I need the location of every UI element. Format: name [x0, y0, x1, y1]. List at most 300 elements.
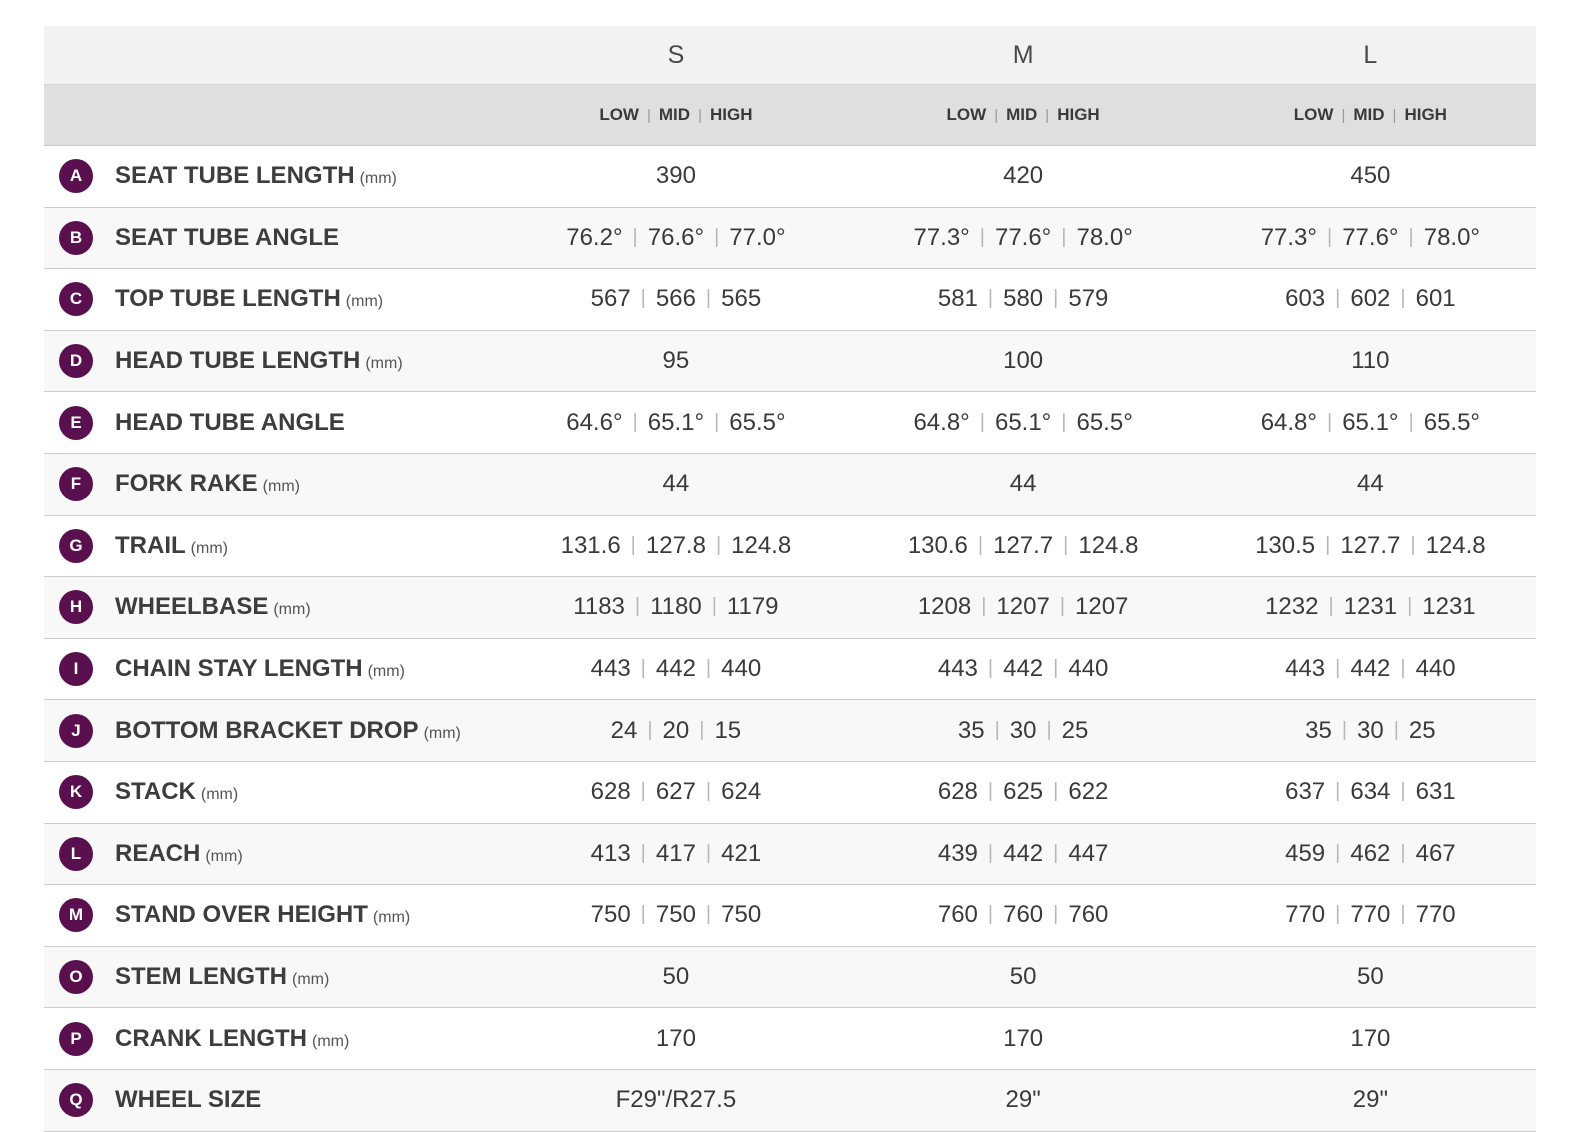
measurement-value: F29"/R27.5	[615, 1086, 737, 1114]
separator: |	[1335, 903, 1341, 926]
separator: |	[987, 903, 994, 926]
measurement-unit: (mm)	[262, 478, 300, 496]
separator: |	[1061, 225, 1067, 248]
size-value-cell	[842, 577, 1189, 639]
size-value-cell	[494, 330, 841, 392]
size-value-cell	[494, 1069, 841, 1131]
measurement-value: 100	[1003, 347, 1044, 375]
row-letter-badge: G	[59, 529, 93, 563]
measurement-value: 64.8°	[1260, 408, 1317, 436]
table-row	[44, 946, 1536, 1008]
value-group	[591, 655, 762, 682]
separator: |	[640, 780, 646, 803]
separator: |	[1046, 718, 1052, 741]
size-label: M	[1012, 40, 1034, 69]
measurement-value: 65.1°	[1342, 408, 1399, 436]
size-value-cell	[1189, 638, 1536, 700]
value-group	[1285, 285, 1456, 312]
measurement-name: STACK	[115, 778, 196, 806]
measurement-unit: (mm)	[312, 1032, 350, 1050]
measurement-name: REACH	[115, 839, 201, 867]
measurement-unit: (mm)	[423, 724, 461, 742]
separator: |	[1327, 410, 1333, 433]
measurement-value: 770	[1415, 901, 1456, 929]
value-group	[656, 1025, 696, 1052]
value-group	[1357, 470, 1384, 497]
size-value-cell	[842, 700, 1189, 762]
row-label	[44, 885, 494, 947]
measurement-value: 565	[721, 285, 762, 313]
size-value-cell	[494, 269, 841, 331]
value-group	[938, 285, 1109, 312]
value-group	[938, 778, 1109, 805]
measurement-value: 50	[1009, 963, 1037, 991]
row-letter-badge: J	[59, 714, 93, 748]
separator: |	[987, 287, 994, 310]
size-value-cell	[494, 638, 841, 700]
measurement-value: 750	[655, 901, 696, 929]
measurement-value: 413	[590, 839, 631, 867]
size-value-cell	[842, 946, 1189, 1008]
measurement-value: 750	[590, 901, 631, 929]
row-letter-badge: K	[59, 775, 93, 809]
separator: |	[1335, 780, 1341, 803]
measurement-value: 65.1°	[647, 408, 705, 436]
measurement-value: 417	[655, 839, 696, 867]
size-label: L	[1363, 40, 1378, 69]
measurement-name: HEAD TUBE LENGTH	[115, 347, 361, 375]
row-label	[44, 946, 494, 1008]
row-label	[44, 700, 494, 762]
separator: |	[979, 410, 985, 433]
separator: |	[714, 225, 720, 248]
measurement-value: 459	[1285, 839, 1326, 867]
size-value-cell	[494, 761, 841, 823]
separator: |	[1400, 657, 1406, 680]
row-letter-badge: O	[59, 960, 93, 994]
separator: |	[1335, 287, 1341, 310]
measurement-value: 110	[1351, 347, 1390, 375]
size-value-cell	[1189, 146, 1536, 208]
separator: |	[1400, 287, 1406, 310]
header-spacer	[44, 26, 494, 85]
measurement-name: TOP TUBE LENGTH	[115, 285, 341, 313]
measurement-value: 170	[1003, 1024, 1044, 1052]
measurement-value: 25	[1408, 716, 1436, 744]
size-header-row	[44, 26, 1536, 85]
separator: |	[987, 657, 994, 680]
size-value-cell	[842, 207, 1189, 269]
separator: |	[981, 595, 987, 618]
measurement-value: 64.6°	[566, 408, 623, 436]
measurement-name: SEAT TUBE LENGTH	[115, 162, 355, 190]
measurement-value: 439	[937, 839, 978, 867]
mode-mid-label: MID	[658, 105, 691, 124]
measurement-unit: (mm)	[372, 909, 411, 927]
measurement-value: 124.8	[731, 531, 792, 559]
separator: |	[715, 533, 722, 556]
measurement-value: 50	[662, 963, 690, 991]
size-value-cell	[494, 392, 841, 454]
separator: |	[1053, 841, 1059, 864]
measurement-unit: (mm)	[273, 601, 311, 619]
size-value-cell	[842, 823, 1189, 885]
table-row	[44, 515, 1536, 577]
row-label	[44, 453, 494, 515]
measurement-name: FORK RAKE	[115, 470, 258, 498]
measurement-value: 420	[1003, 162, 1044, 190]
measurement-value: 760	[1068, 901, 1109, 929]
value-group	[591, 840, 762, 867]
row-label	[44, 392, 494, 454]
measurement-value: 124.8	[1078, 531, 1139, 559]
size-value-cell	[1189, 577, 1536, 639]
mode-header-row	[44, 85, 1536, 146]
row-label	[44, 1008, 494, 1070]
separator: |	[987, 780, 994, 803]
value-group	[1010, 963, 1037, 990]
value-group	[1265, 593, 1476, 620]
mode-high-label: HIGH	[709, 105, 753, 124]
measurement-value: 95	[662, 347, 690, 375]
measurement-value: 1231	[1343, 593, 1398, 621]
measurement-value: 77.3°	[913, 223, 970, 251]
measurement-value: 24	[610, 716, 638, 744]
measurement-unit: (mm)	[205, 847, 243, 865]
size-value-cell	[842, 515, 1189, 577]
row-label	[44, 761, 494, 823]
mode-low-label: LOW	[946, 105, 987, 124]
separator: |	[977, 533, 984, 556]
mode-group	[947, 105, 1100, 124]
measurement-value: 44	[662, 470, 690, 498]
measurement-value: 30	[1009, 716, 1037, 744]
measurement-name: CHAIN STAY LENGTH	[115, 655, 363, 683]
value-group	[1255, 532, 1486, 559]
value-group	[561, 532, 792, 559]
value-group	[1351, 347, 1389, 374]
mode-labels-l	[1189, 85, 1536, 146]
separator: |	[1335, 657, 1341, 680]
value-group	[1006, 1086, 1041, 1113]
measurement-value: 76.2°	[566, 223, 623, 251]
size-value-cell	[842, 330, 1189, 392]
separator: |	[646, 107, 651, 124]
separator: |	[1341, 718, 1348, 741]
row-label	[44, 515, 494, 577]
size-value-cell	[1189, 885, 1536, 947]
row-letter-badge: E	[59, 406, 93, 440]
measurement-value: 130.6	[907, 531, 968, 559]
measurement-value: 30	[1357, 716, 1384, 744]
measurement-value: 602	[1350, 285, 1391, 313]
measurement-value: 124.8	[1425, 531, 1486, 559]
size-value-cell	[842, 146, 1189, 208]
measurement-value: 15	[714, 716, 742, 744]
separator: |	[705, 657, 712, 680]
size-value-cell	[1189, 700, 1536, 762]
size-value-cell	[1189, 207, 1536, 269]
measurement-value: 622	[1068, 778, 1109, 806]
measurement-name: TRAIL	[115, 531, 186, 559]
size-value-cell	[494, 515, 841, 577]
size-value-cell	[494, 885, 841, 947]
separator: |	[1335, 841, 1341, 864]
measurement-value: 447	[1068, 839, 1109, 867]
measurement-unit: (mm)	[365, 355, 403, 373]
size-value-cell	[494, 577, 841, 639]
separator: |	[699, 718, 705, 741]
measurement-unit: (mm)	[345, 293, 384, 311]
measurement-value: 1208	[917, 593, 972, 621]
measurement-value: 65.5°	[729, 408, 786, 436]
measurement-value: 29"	[1352, 1086, 1388, 1114]
measurement-value: 1207	[1075, 593, 1129, 621]
table-row	[44, 146, 1536, 208]
measurement-value: 77.3°	[1260, 223, 1317, 251]
separator: |	[1341, 107, 1346, 124]
size-value-cell	[1189, 269, 1536, 331]
value-group	[938, 901, 1109, 928]
measurement-value: 29"	[1005, 1086, 1041, 1114]
row-label	[44, 330, 494, 392]
table-row	[44, 1069, 1536, 1131]
separator: |	[1045, 107, 1050, 124]
table-row	[44, 700, 1536, 762]
row-label	[44, 1069, 494, 1131]
measurement-value: 760	[1003, 901, 1044, 929]
value-group	[1261, 409, 1480, 436]
measurement-value: 1183	[573, 593, 625, 621]
measurement-value: 127.7	[1340, 531, 1401, 559]
size-value-cell	[842, 761, 1189, 823]
measurement-value: 637	[1285, 778, 1326, 806]
value-group	[611, 717, 742, 744]
measurement-value: 64.8°	[913, 408, 970, 436]
separator: |	[1393, 718, 1399, 741]
value-group	[1285, 901, 1456, 928]
measurement-value: 25	[1061, 716, 1089, 744]
separator: |	[1059, 595, 1066, 618]
measurement-unit: (mm)	[367, 663, 405, 681]
table-row	[44, 453, 1536, 515]
value-group	[913, 409, 1132, 436]
separator: |	[1053, 287, 1059, 310]
row-label	[44, 146, 494, 208]
value-group	[958, 717, 1089, 744]
measurement-value: 579	[1068, 285, 1109, 313]
separator: |	[705, 903, 712, 926]
row-letter-badge: B	[59, 221, 93, 255]
size-value-cell	[1189, 1008, 1536, 1070]
separator: |	[1408, 225, 1414, 248]
separator: |	[1327, 225, 1333, 248]
measurement-value: 440	[1415, 655, 1456, 683]
measurement-value: 127.8	[645, 531, 706, 559]
measurement-value: 127.7	[993, 531, 1054, 559]
measurement-value: 567	[590, 285, 631, 313]
measurement-value: 770	[1285, 901, 1326, 929]
measurement-value: 50	[1357, 963, 1384, 991]
size-value-cell	[1189, 515, 1536, 577]
measurement-value: 601	[1415, 285, 1456, 313]
measurement-value: 750	[721, 901, 762, 929]
separator: |	[634, 595, 641, 618]
measurement-value: 603	[1285, 285, 1326, 313]
separator: |	[1410, 533, 1416, 556]
measurement-value: 628	[590, 778, 631, 806]
separator: |	[987, 841, 994, 864]
value-group	[663, 347, 690, 374]
separator: |	[1063, 533, 1069, 556]
measurement-value: 580	[1003, 285, 1044, 313]
separator: |	[1408, 410, 1414, 433]
value-group	[938, 655, 1109, 682]
value-group	[573, 593, 778, 620]
size-value-cell	[842, 638, 1189, 700]
separator: |	[994, 718, 1000, 741]
separator: |	[640, 287, 646, 310]
value-group	[1010, 470, 1037, 497]
size-value-cell	[1189, 823, 1536, 885]
measurement-value: 440	[721, 655, 762, 683]
measurement-value: 78.0°	[1076, 223, 1133, 251]
size-value-cell	[842, 453, 1189, 515]
measurement-value: 442	[1003, 839, 1044, 867]
mode-low-label: LOW	[1293, 105, 1334, 124]
measurement-value: 566	[655, 285, 696, 313]
row-letter-badge: D	[59, 344, 93, 378]
mode-labels-s	[494, 85, 841, 146]
value-group	[1350, 162, 1390, 189]
table-row	[44, 330, 1536, 392]
size-header-s	[494, 26, 841, 85]
value-group	[663, 963, 690, 990]
measurement-value: 421	[721, 839, 762, 867]
measurement-value: 65.5°	[1076, 408, 1133, 436]
separator: |	[714, 410, 720, 433]
measurement-value: 35	[957, 716, 985, 744]
size-value-cell	[1189, 453, 1536, 515]
size-value-cell	[494, 823, 841, 885]
row-label	[44, 577, 494, 639]
mode-high-label: HIGH	[1404, 105, 1447, 124]
separator: |	[1053, 903, 1059, 926]
value-group	[1003, 162, 1043, 189]
measurement-unit: (mm)	[190, 539, 228, 557]
size-value-cell	[1189, 761, 1536, 823]
measurement-value: 443	[1285, 655, 1326, 683]
value-group	[591, 778, 762, 805]
value-group	[913, 224, 1132, 251]
row-letter-badge: C	[59, 282, 93, 316]
measurement-name: SEAT TUBE ANGLE	[115, 223, 340, 251]
measurement-value: 625	[1003, 778, 1044, 806]
measurement-value: 170	[1350, 1024, 1391, 1052]
size-value-cell	[494, 207, 841, 269]
table-row	[44, 577, 1536, 639]
measurement-name: WHEEL SIZE	[115, 1086, 262, 1114]
measurement-name: STAND OVER HEIGHT	[115, 901, 368, 929]
separator: |	[705, 287, 712, 310]
header-spacer	[44, 85, 494, 146]
value-group	[1003, 1025, 1043, 1052]
separator: |	[1061, 410, 1067, 433]
measurement-value: 624	[721, 778, 762, 806]
row-letter-badge: M	[59, 898, 93, 932]
measurement-value: 462	[1350, 839, 1391, 867]
value-group	[663, 470, 690, 497]
measurement-value: 78.0°	[1423, 223, 1481, 251]
separator: |	[632, 410, 638, 433]
value-group	[1285, 840, 1456, 867]
measurement-unit: (mm)	[292, 971, 330, 989]
measurement-value: 44	[1357, 470, 1384, 498]
separator: |	[1392, 107, 1397, 124]
separator: |	[705, 780, 712, 803]
size-value-cell	[1189, 330, 1536, 392]
measurement-value: 65.1°	[994, 408, 1052, 436]
measurement-name: CRANK LENGTH	[115, 1024, 307, 1052]
size-value-cell	[1189, 946, 1536, 1008]
table-row	[44, 207, 1536, 269]
measurement-value: 77.0°	[729, 223, 786, 251]
measurement-value: 450	[1350, 162, 1391, 190]
separator: |	[994, 107, 999, 124]
row-letter-badge: L	[59, 837, 93, 871]
measurement-value: 131.6	[560, 531, 621, 559]
separator: |	[640, 657, 646, 680]
measurement-name: HEAD TUBE ANGLE	[115, 408, 345, 436]
measurement-value: 35	[1305, 716, 1332, 744]
measurement-name: WHEELBASE	[115, 593, 269, 621]
value-group	[1353, 1086, 1388, 1113]
measurement-value: 770	[1350, 901, 1391, 929]
value-group	[616, 1086, 737, 1113]
row-label	[44, 638, 494, 700]
value-group	[1357, 963, 1384, 990]
row-label	[44, 269, 494, 331]
measurement-value: 442	[655, 655, 696, 683]
row-label	[44, 823, 494, 885]
value-group	[656, 162, 696, 189]
measurement-value: 440	[1068, 655, 1109, 683]
separator: |	[1053, 780, 1059, 803]
value-group	[1003, 347, 1043, 374]
separator: |	[1400, 903, 1406, 926]
row-letter-badge: I	[59, 652, 93, 686]
separator: |	[647, 718, 653, 741]
measurement-value: 628	[937, 778, 978, 806]
size-value-cell	[842, 392, 1189, 454]
measurement-value: 631	[1415, 778, 1456, 806]
mode-group	[599, 105, 752, 124]
value-group	[591, 285, 762, 312]
row-label	[44, 207, 494, 269]
size-value-cell	[494, 700, 841, 762]
size-value-cell	[494, 453, 841, 515]
table-row	[44, 392, 1536, 454]
geometry-rows	[44, 146, 1536, 1132]
measurement-value: 390	[655, 162, 696, 190]
measurement-name: BOTTOM BRACKET DROP	[115, 716, 419, 744]
separator: |	[1325, 533, 1331, 556]
size-header-l	[1189, 26, 1536, 85]
value-group	[566, 409, 785, 436]
table-row	[44, 823, 1536, 885]
measurement-value: 581	[937, 285, 978, 313]
size-value-cell	[842, 269, 1189, 331]
